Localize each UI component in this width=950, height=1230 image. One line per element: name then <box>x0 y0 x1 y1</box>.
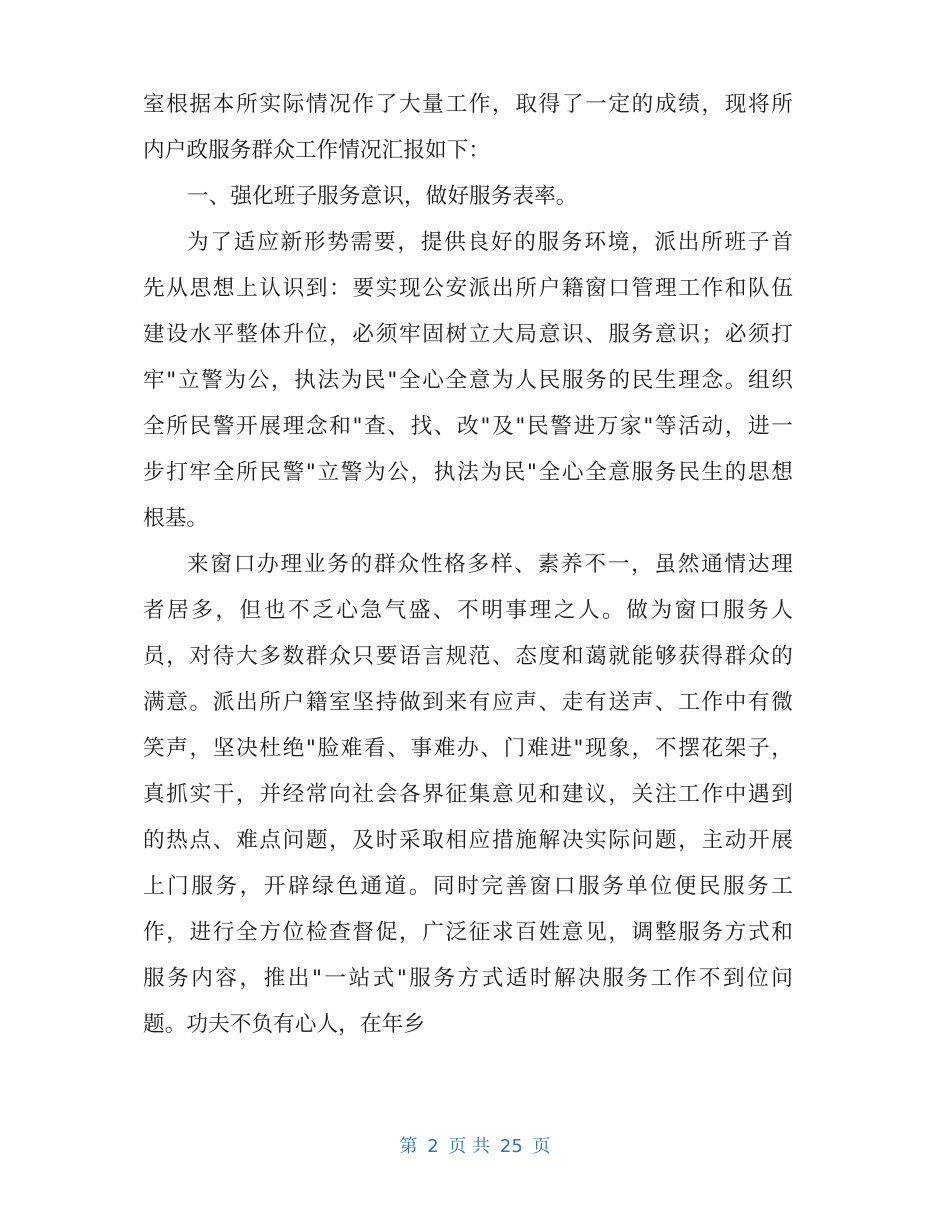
text-line: 根基。 <box>143 506 209 531</box>
text-line: 笑声，坚决杜绝"脸难看、事难办、门难进"现象，不摆花架子， <box>143 736 793 761</box>
text-line: 服务内容，推出"一站式"服务方式适时解决服务工作不到位问 <box>143 966 793 991</box>
text-line: 全所民警开展理念和"查、找、改"及"民警进万家"等活动，进一 <box>143 414 793 439</box>
text-line: 来窗口办理业务的群众性格多样、素养不一，虽然通情达理 <box>187 552 793 577</box>
text-line: 上门服务，开辟绿色通道。同时完善窗口服务单位便民服务工 <box>143 874 793 899</box>
text-line: 满意。派出所户籍室坚持做到来有应声、走有送声、工作中有微 <box>143 690 793 715</box>
text-line: 作，进行全方位检查督促，广泛征求百姓意见，调整服务方式和 <box>143 920 793 945</box>
document-body <box>143 82 793 1048</box>
text-line: 一、强化班子服务意识，做好服务表率。 <box>187 184 578 209</box>
text-line: 建设水平整体升位，必须牢固树立大局意识、服务意识；必须打 <box>143 322 793 347</box>
footer-page-number: 2 <box>427 1136 439 1157</box>
text-line: 内户政服务群众工作情况汇报如下： <box>143 138 491 163</box>
text-line: 步打牢全所民警"立警为公，执法为民"全心全意服务民生的思想 <box>143 460 793 485</box>
text-line: 的热点、难点问题，及时采取相应措施解决实际问题，主动开展 <box>143 828 793 853</box>
text-line: 牢"立警为公，执法为民"全心全意为人民服务的民生理念。组织 <box>143 368 793 393</box>
footer-total-pages: 25 <box>499 1136 523 1157</box>
text-line: 为了适应新形势需要，提供良好的服务环境，派出所班子首 <box>187 230 793 255</box>
text-line: 者居多，但也不乏心急气盛、不明事理之人。做为窗口服务人 <box>143 598 793 623</box>
text-line: 员，对待大多数群众只要语言规范、态度和蔼就能够获得群众的 <box>143 644 793 669</box>
text-line: 室根据本所实际情况作了大量工作，取得了一定的成绩，现将所 <box>143 92 793 117</box>
footer-suffix: 页 <box>532 1136 551 1157</box>
text-line: 题。功夫不负有心人，在年乡 <box>143 1012 426 1037</box>
page-footer <box>0 1134 950 1160</box>
text-line: 真抓实干，并经常向社会各界征集意见和建议，关注工作中遇到 <box>143 782 793 807</box>
footer-prefix: 第 <box>399 1136 418 1157</box>
text-line: 先从思想上认识到：要实现公安派出所户籍窗口管理工作和队伍 <box>143 276 793 301</box>
footer-middle: 页 共 <box>448 1136 491 1157</box>
